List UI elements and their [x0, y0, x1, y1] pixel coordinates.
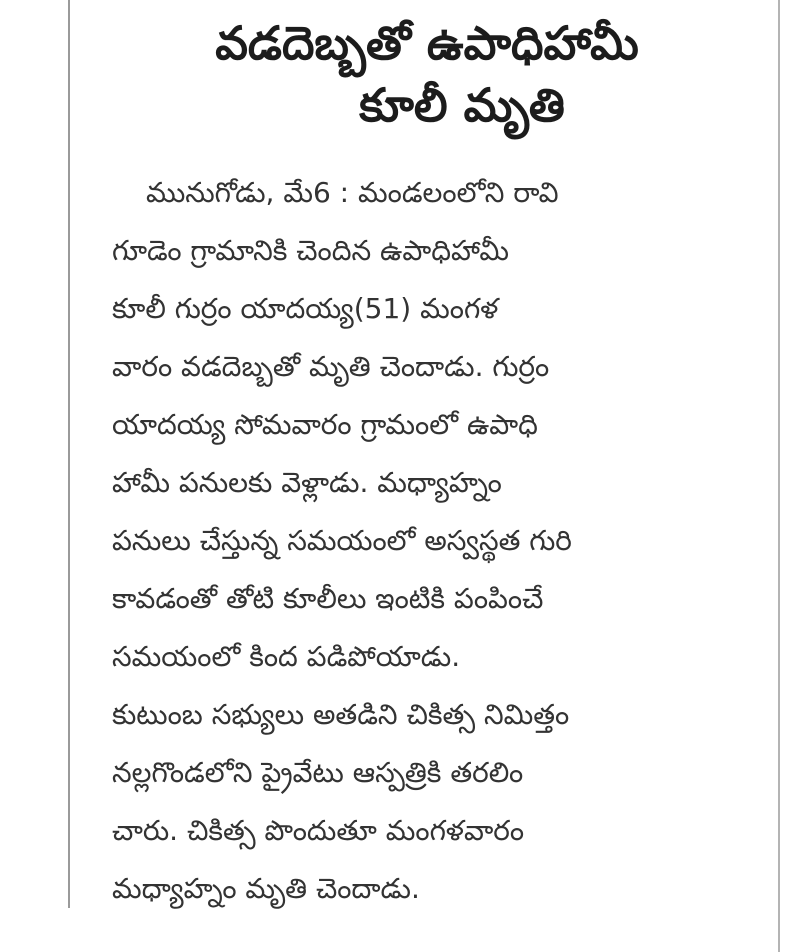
- body-line: మధ్యాహ్నం మృతి చెందాడు.: [112, 872, 420, 905]
- body-line: చారు. చికిత్స పొందుతూ మంగళవారం: [112, 814, 525, 847]
- body-line: మునుగోడు, మే6 : మండలంలోని రావి: [146, 176, 559, 209]
- body-line: హామీ పనులకు వెళ్లాడు. మధ్యాహ్నం: [112, 466, 502, 499]
- body-line: నల్లగొండలోని ప్రైవేటు ఆస్పత్రికి తరలిం: [112, 756, 524, 789]
- body-line: సమయంలో కింద పడిపోయాడు.: [112, 640, 461, 673]
- body-line: పనులు చేస్తున్న సమయంలో అస్వస్థత గురి: [112, 524, 572, 557]
- body-line: కూలీ గుర్రం యాదయ్య(51) మంగళ: [112, 292, 499, 325]
- headline-line-1: వడదెబ్బతో ఉపాధిహామీ: [215, 16, 639, 70]
- body-line: గూడెం గ్రామానికి చెందిన ఉపాధిహామీ: [112, 234, 510, 267]
- column-divider-left: [68, 0, 70, 908]
- body-line: కుటుంబ సభ్యులు అతడిని చికిత్స నిమిత్తం: [112, 698, 570, 731]
- article-body: [112, 164, 742, 918]
- headline-line-2: కూలీ మృతి: [359, 78, 565, 132]
- news-article: [112, 0, 742, 952]
- body-line: కావడంతో తోటి కూలీలు ఇంటికి పంపించే: [112, 582, 544, 615]
- body-line: వారం వడదెబ్బతో మృతి చెందాడు. గుర్రం: [112, 350, 550, 383]
- body-line: యాదయ్య సోమవారం గ్రామంలో ఉపాధి: [112, 408, 538, 441]
- column-divider-right: [778, 0, 780, 952]
